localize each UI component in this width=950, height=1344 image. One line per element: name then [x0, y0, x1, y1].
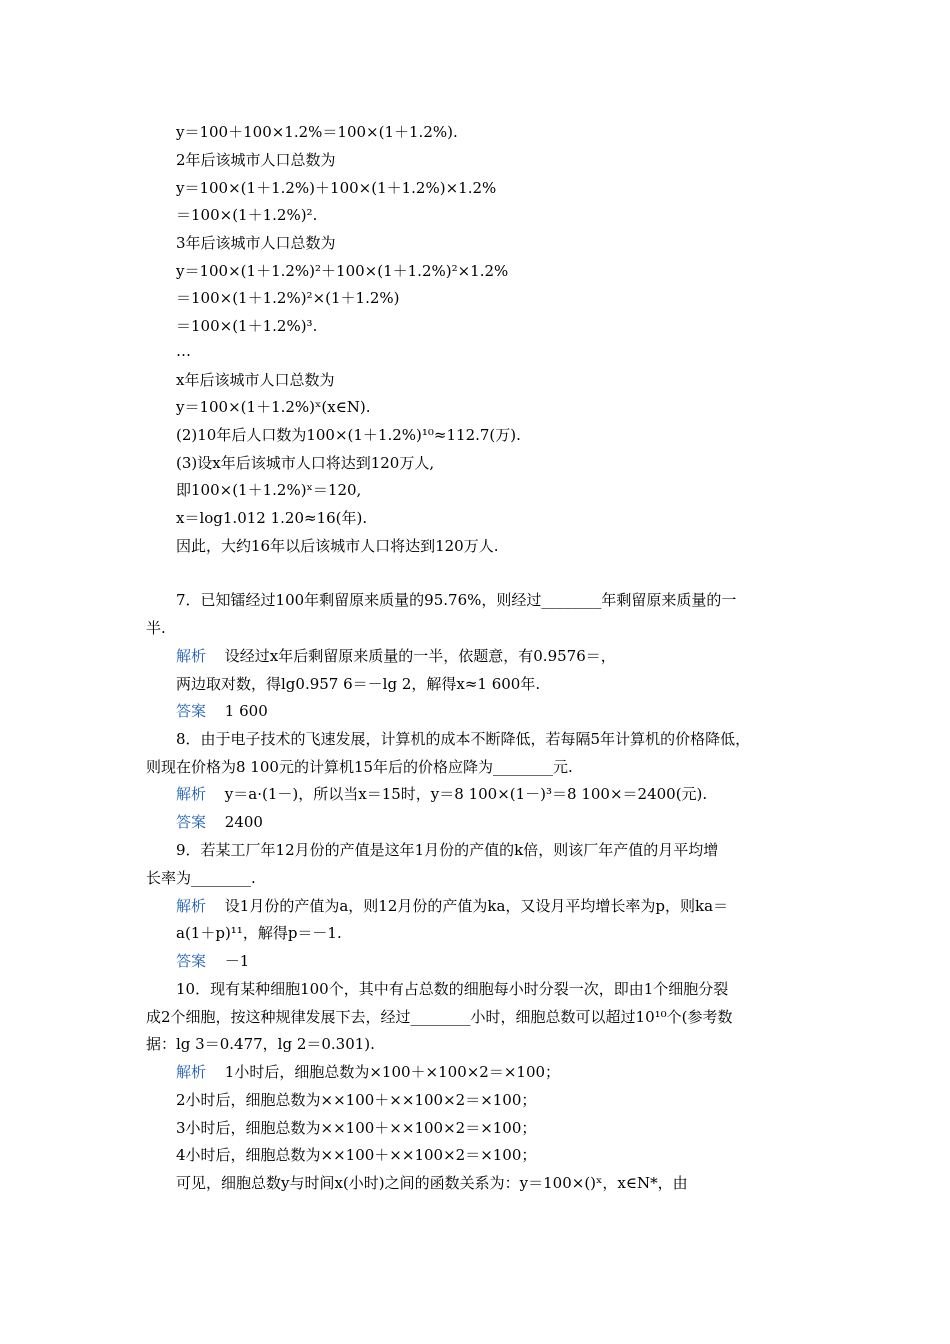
answer-text: 1 600: [224, 702, 268, 720]
text-line: x年后该城市人口总数为: [176, 371, 335, 389]
text-line: y＝100×(1＋1.2%)²＋100×(1＋1.2%)²×1.2%: [176, 262, 509, 280]
text-line: y＝100×(1＋1.2%)ˣ(x∈N).: [176, 398, 371, 416]
text-line: 3小时后，细胞总数为××100＋××100×2＝×100；: [176, 1119, 537, 1137]
analysis-label: 解析: [176, 1063, 207, 1081]
text-line: 3年后该城市人口总数为: [176, 234, 336, 252]
text-line: (2)10年后人口数为100×(1＋1.2%)¹⁰≈112.7(万).: [176, 426, 521, 444]
answer-7: [176, 701, 268, 721]
analysis-9: [176, 896, 728, 916]
answer-text: －1: [224, 952, 250, 970]
question-7-cont: 半.: [146, 619, 166, 637]
question-9-cont: 长率为________.: [146, 869, 256, 887]
question-7: 7．已知镭经过100年剩留原来质量的95.76%，则经过________年剩留原来质量的一: [176, 591, 737, 609]
question-9: 9．若某工厂年12月份的产值是这年1月份的产值的k倍，则该厂年产值的月平均增: [176, 841, 719, 859]
answer-9: [176, 951, 249, 971]
text-line: ＝100×(1＋1.2%)³.: [176, 317, 318, 335]
text-line: y＝100×(1＋1.2%)＋100×(1＋1.2%)×1.2%: [176, 179, 497, 197]
text-line: 可见，细胞总数y与时间x(小时)之间的函数关系为：y＝100×()ˣ，x∈N*，由: [176, 1174, 688, 1192]
analysis-text: 1小时后，细胞总数为×100＋×100×2＝×100；: [224, 1063, 561, 1081]
text-line: (3)设x年后该城市人口将达到120万人,: [176, 454, 435, 472]
text-line: y＝100＋100×1.2%＝100×(1＋1.2%).: [176, 123, 458, 141]
analysis-7: [176, 646, 616, 666]
answer-label: 答案: [176, 952, 207, 970]
analysis-label: 解析: [176, 897, 207, 915]
analysis-10: [176, 1062, 560, 1082]
answer-label: 答案: [176, 813, 207, 831]
question-10-cont: 据：lg 3＝0.477，lg 2＝0.301).: [146, 1035, 375, 1053]
question-10: 10．现有某种细胞100个，其中有占总数的细胞每小时分裂一次，即由1个细胞分裂: [176, 980, 729, 998]
text-line: 2小时后，细胞总数为××100＋××100×2＝×100；: [176, 1091, 537, 1109]
text-line: x＝log1.012 1.20≈16(年).: [176, 509, 368, 527]
question-8-cont: 则现在价格为8 100元的计算机15年后的价格应降为________元.: [146, 758, 573, 776]
question-8: 8．由于电子技术的飞速发展，计算机的成本不断降低，若每隔5年计算机的价格降低，: [176, 730, 751, 748]
text-line: a(1＋p)¹¹，解得p＝－1.: [176, 924, 342, 942]
text-line: ＝100×(1＋1.2%)².: [176, 206, 318, 224]
text-line: 即100×(1＋1.2%)ˣ＝120,: [176, 481, 362, 499]
answer-text: 2400: [224, 813, 263, 831]
text-line: …: [176, 342, 191, 360]
analysis-text: y＝a·(1－)，所以当x＝15时，y＝8 100×(1－)³＝8 100×＝2400(元).: [224, 785, 708, 803]
answer-8: [176, 812, 263, 832]
text-line: 4小时后，细胞总数为××100＋××100×2＝×100；: [176, 1146, 537, 1164]
text-line: 2年后该城市人口总数为: [176, 151, 336, 169]
question-10-cont: 成2个细胞，按这种规律发展下去，经过________小时，细胞总数可以超过10¹⁰个(参考数: [146, 1008, 733, 1026]
analysis-text: 设经过x年后剩留原来质量的一半，依题意，有0.9576＝，: [224, 647, 616, 665]
analysis-text: 设1月份的产值为a，则12月份的产值为ka，又设月平均增长率为p，则ka＝: [224, 897, 729, 915]
text-line: 因此，大约16年以后该城市人口将达到120万人.: [176, 537, 499, 555]
analysis-label: 解析: [176, 785, 207, 803]
text-line: ＝100×(1＋1.2%)²×(1＋1.2%): [176, 289, 400, 307]
analysis-8: [176, 784, 707, 804]
text-line: 两边取对数，得lg0.957 6＝－lg 2，解得x≈1 600年.: [176, 675, 541, 693]
answer-label: 答案: [176, 702, 207, 720]
analysis-label: 解析: [176, 647, 207, 665]
